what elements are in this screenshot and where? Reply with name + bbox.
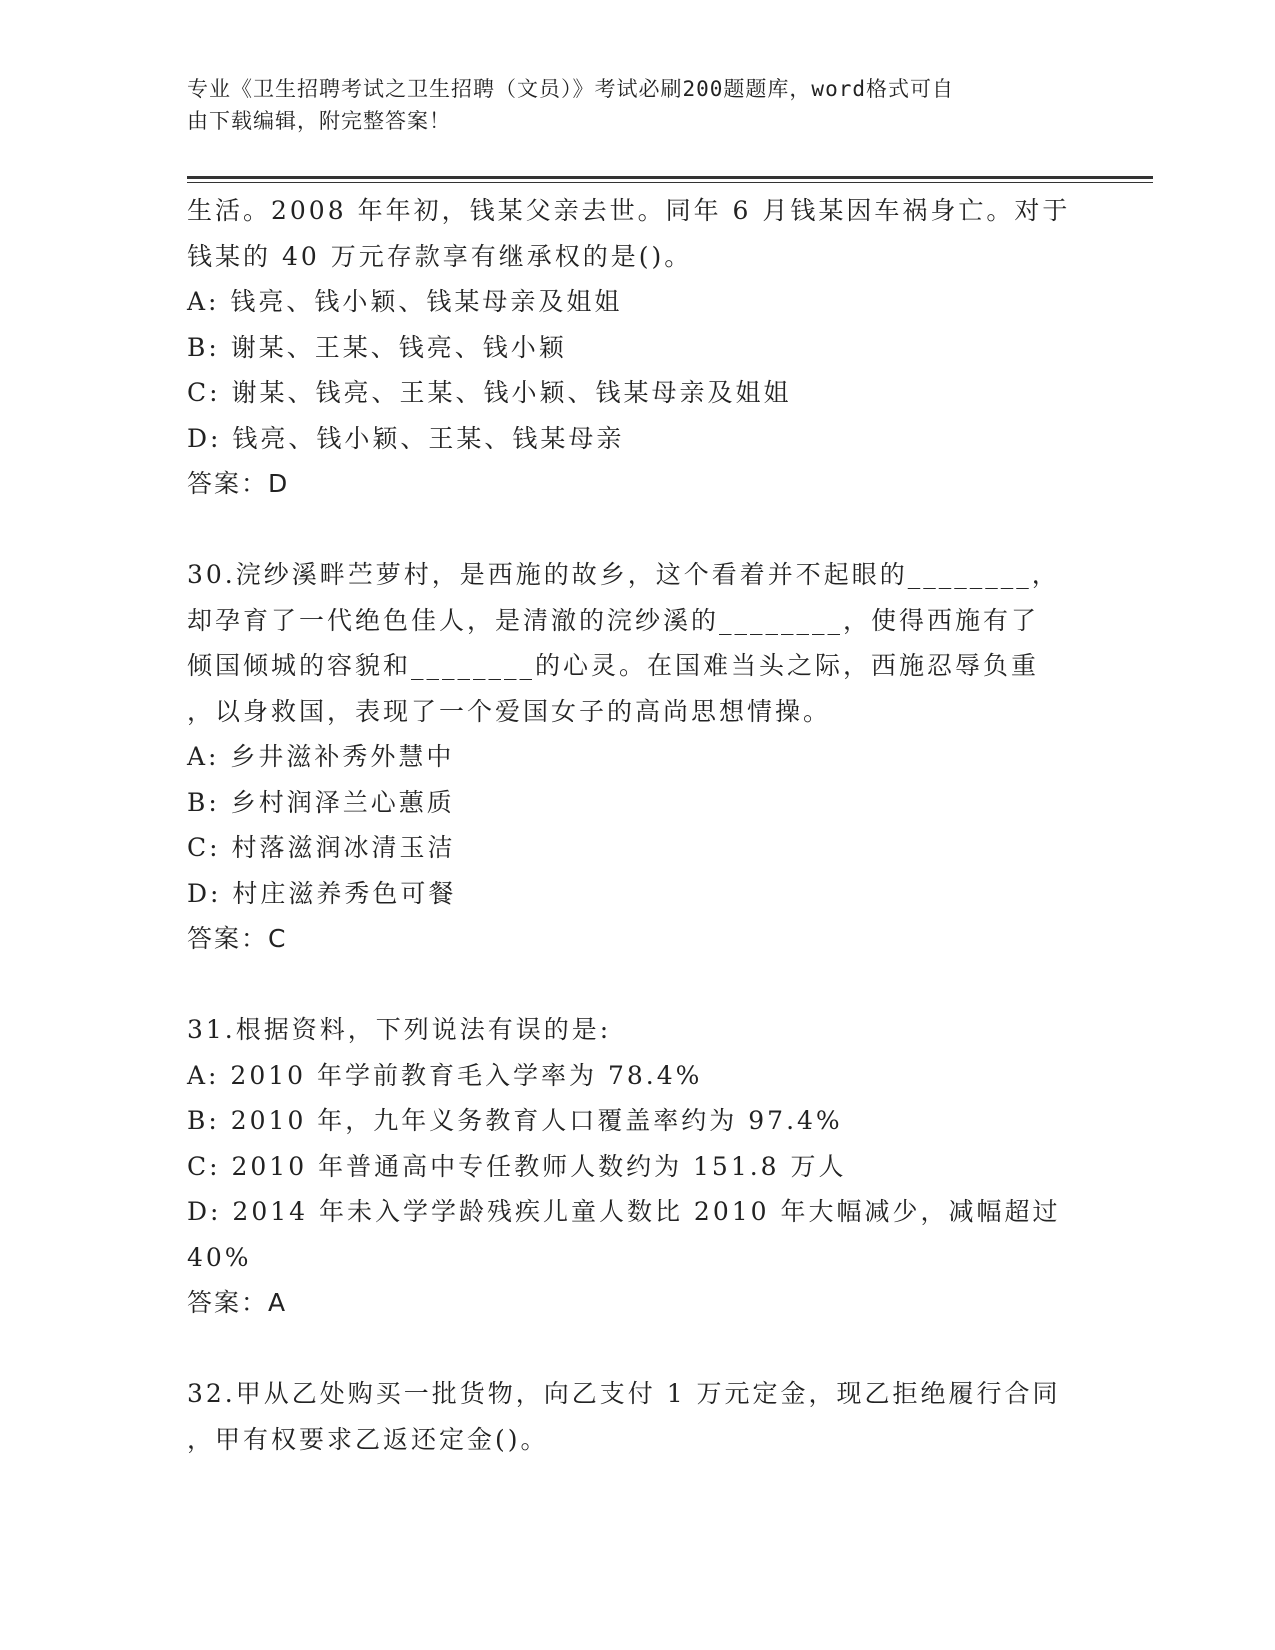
option-b: B: 谢某、王某、钱亮、钱小颖 [187, 332, 567, 362]
header-rule-thick [187, 176, 1153, 179]
question-30 [187, 552, 1087, 962]
header-line-1: 专业《卫生招聘考试之卫生招聘（文员）》考试必刷200题题库，word格式可自 [187, 77, 954, 101]
option-a: A: 2010 年学前教育毛入学率为 78.4% [187, 1060, 703, 1090]
question-stem-line: 30.浣纱溪畔苎萝村，是西施的故乡，这个看着并不起眼的________， [187, 560, 1060, 589]
option-c: C: 2010 年普通高中专任教师人数约为 151.8 万人 [187, 1151, 847, 1181]
question-stem-line: 钱某的 40 万元存款享有继承权的是()。 [187, 241, 693, 271]
header-line-2: 由下载编辑，附完整答案！ [187, 109, 451, 133]
option-d: D: 村庄滋养秀色可餐 [187, 878, 457, 908]
answer-line: 答案：D [187, 469, 290, 498]
option-c: C: 村落滋润冰清玉洁 [187, 833, 456, 862]
question-content [187, 188, 1087, 1462]
spacer [187, 962, 1087, 1008]
option-a: A: 乡井滋补秀外慧中 [187, 742, 455, 771]
question-stem-line: 却孕育了一代绝色佳人，是清澈的浣纱溪的________，使得西施有了 [187, 605, 1040, 635]
question-stem-line: 倾国倾城的容貌和________的心灵。在国难当头之际，西施忍辱负重 [187, 651, 1040, 680]
option-d-continued: 40% [187, 1242, 252, 1272]
answer-line: 答案：C [187, 924, 288, 953]
question-stem-line: 32.甲从乙处购买一批货物，向乙支付 1 万元定金，现乙拒绝履行合同 [187, 1379, 1061, 1408]
option-d: D: 2014 年未入学学龄残疾儿童人数比 2010 年大幅减少，减幅超过 [187, 1197, 1061, 1226]
option-c: C: 谢某、钱亮、王某、钱小颖、钱某母亲及姐姐 [187, 378, 792, 407]
option-a: A: 钱亮、钱小颖、钱某母亲及姐姐 [187, 287, 623, 316]
question-stem-line: ，以身救国，表现了一个爱国女子的高尚思想情操。 [187, 696, 832, 726]
question-29 [187, 188, 1087, 507]
question-31 [187, 1007, 1087, 1326]
document-header [187, 73, 1067, 137]
question-32 [187, 1371, 1087, 1462]
spacer [187, 1326, 1087, 1372]
header-rule-thin [187, 182, 1153, 183]
option-b: B: 2010 年，九年义务教育人口覆盖率约为 97.4% [187, 1106, 843, 1135]
question-stem-line: ，甲有权要求乙返还定金()。 [187, 1424, 549, 1454]
option-b: B: 乡村润泽兰心蕙质 [187, 787, 455, 817]
question-stem-line: 31.根据资料，下列说法有误的是: [187, 1015, 612, 1044]
option-d: D: 钱亮、钱小颖、王某、钱某母亲 [187, 423, 625, 453]
spacer [187, 507, 1087, 553]
question-stem-line: 生活。2008 年年初，钱某父亲去世。同年 6 月钱某因车祸身亡。对于 [187, 196, 1071, 225]
answer-line: 答案：A [187, 1288, 288, 1317]
